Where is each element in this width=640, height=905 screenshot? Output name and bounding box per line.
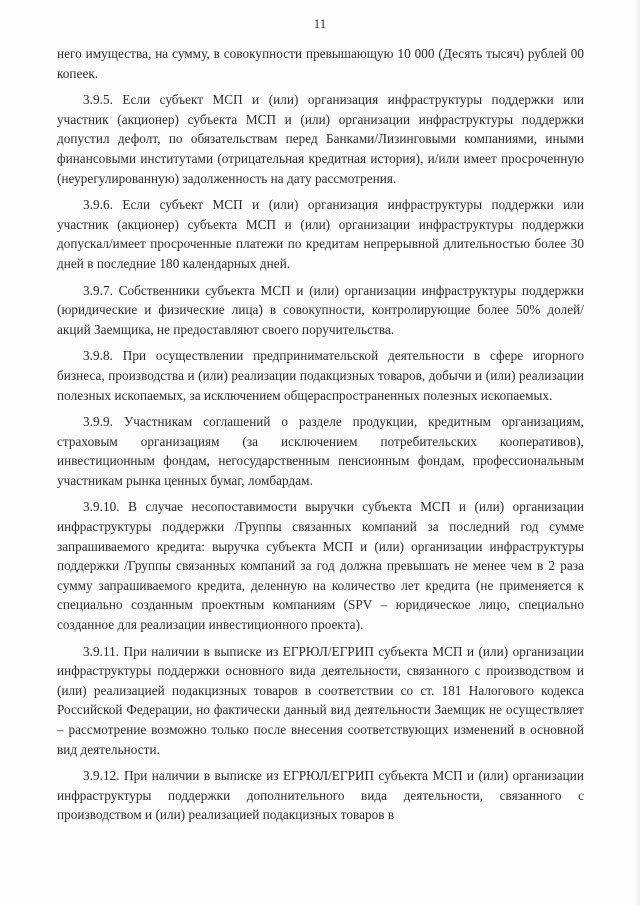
page-edge-shadow [634, 0, 640, 905]
page-number: 11 [313, 16, 327, 31]
document-body [57, 44, 584, 832]
paragraph-3-9-12: 3.9.12. При наличии в выписке из ЕГРЮЛ/ЕГРИП субъекта МСП и (или) организации инфраструктуры поддержки дополнительного вида деятельности, связанного с производством и (или) реализацией подакцизных товаров в [57, 768, 584, 823]
paragraph-3-9-10: 3.9.10. В случае несопоставимости выручки субъекта МСП и (или) организации инфраструктуры поддержки /Группы связанных компаний за последний год сумме запрашиваемого кредита: выручка субъекта МСП и (или) организации инфраструктуры поддержки /Группы связанных компаний за год должна превышать не менее чем в 2 раза сумму запрашиваемого кредита, деленную на количество лет кредита (не применяется к специально созданным проектным компаниям (SPV – юридическое лицо, специально созданное для реализации инвестиционного проекта). [57, 499, 584, 633]
paragraph-continuation: него имущества, на сумму, в совокупности превышающую 10 000 (Десять тысяч) рублей 00 копеек. [57, 46, 584, 81]
paragraph-3-9-6: 3.9.6. Если субъект МСП и (или) организация инфраструктуры поддержки или участник (акционер) субъекта МСП и (или) организации инфраструктуры поддержки допускал/имеет просроченные платежи по кредитам непрерывной длительностью более 30 дней в последние 180 календарных дней. [57, 197, 584, 271]
paragraph-3-9-11: 3.9.11. При наличии в выписке из ЕГРЮЛ/ЕГРИП субъекта МСП и (или) организации инфраструктуры поддержки основного вида деятельности, связанного с производством и (или) реализацией подакцизных товаров в соответствии со ст. 181 Налогового кодекса Российской Федерации, но фактически данный вид деятельности Заемщик не осуществляет – рассмотрение возможно только после внесения соответствующих изменений в основной вид деятельности. [57, 643, 584, 757]
paragraph-3-9-9: 3.9.9. Участникам соглашений о разделе продукции, кредитным организациям, страховым организациям (за исключением потребительских кооперативов), инвестиционным фондам, негосударственным пенсионным фондам, профессиональным участникам рынка ценных бумаг, ломбардам. [57, 414, 584, 488]
paragraph-3-9-7: 3.9.7. Собственники субъекта МСП и (или) организации инфраструктуры поддержки (юридические и физические лица) в совокупности, контролирующие более 50% долей/акций Заемщика, не предоставляют своего поручительства. [57, 282, 584, 337]
paragraph-3-9-8: 3.9.8. При осуществлении предпринимательской деятельности в сфере игорного бизнеса, производства и (или) реализации подакцизных товаров, добычи и (или) реализации полезных ископаемых, за исключением общераспространенных полезных ископаемых. [57, 348, 584, 403]
paragraph-3-9-5: 3.9.5. Если субъект МСП и (или) организация инфраструктуры поддержки или участник (акционер) субъекта МСП и (или) организации инфраструктуры поддержки допустил дефолт, по обязательствам перед Банками/Лизинговыми компаниями, иными финансовыми институтами (отрицательная кредитная история), и/или имеет просроченную (неурегулированную) задолженность на дату рассмотрения. [57, 92, 584, 186]
